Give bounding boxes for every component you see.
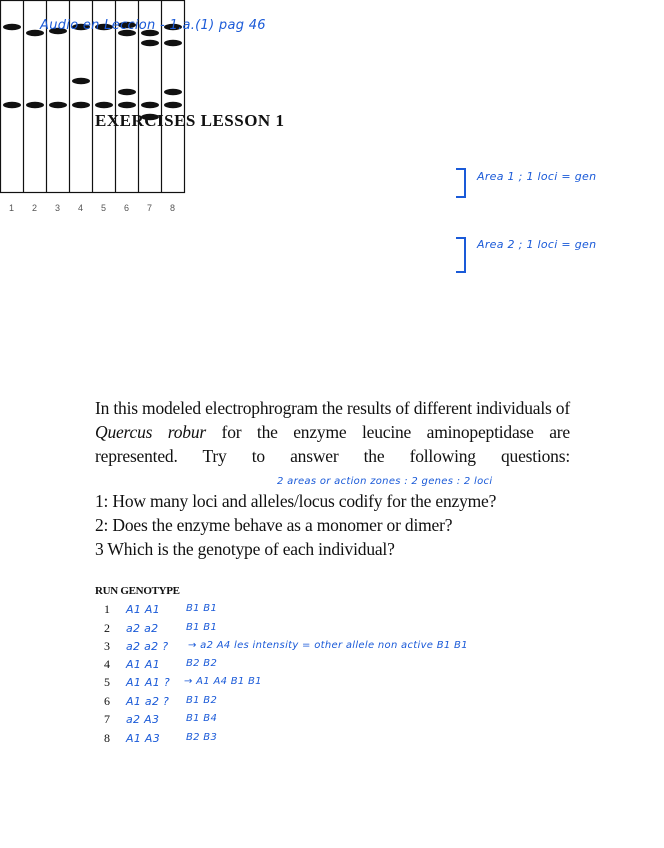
run-number: 4 xyxy=(104,657,110,671)
gel-band xyxy=(49,102,67,108)
gel-band xyxy=(164,40,182,46)
locus-a-genotype: A1 a2 ? xyxy=(126,695,170,708)
genotype-note: → a2 A4 les intensity = other allele non active B1 B1 xyxy=(188,640,468,651)
exercise-paragraph xyxy=(95,396,570,468)
locus-b-genotype: B1 B2 xyxy=(186,695,218,706)
run-number: 6 xyxy=(104,694,110,708)
gel-band xyxy=(95,102,113,108)
locus-a-genotype: a2 A3 xyxy=(126,713,160,726)
area-2-note: Area 2 ; 1 loci = gen xyxy=(477,238,597,251)
lane-label: 4 xyxy=(77,203,84,213)
gel-band xyxy=(141,40,159,46)
gel-band xyxy=(3,102,21,108)
locus-a-genotype: a2 a2 xyxy=(126,622,159,635)
paragraph-text-start: In this modeled electrophrogram the results of different individuals of xyxy=(95,398,570,418)
area-1-bracket xyxy=(456,168,466,198)
gel-band xyxy=(118,89,136,95)
run-number: 8 xyxy=(104,731,110,745)
locus-b-genotype: B2 B3 xyxy=(186,732,218,743)
gel-band xyxy=(164,102,182,108)
lane-label: 6 xyxy=(123,203,130,213)
lane-label: 2 xyxy=(31,203,38,213)
area-1-note: Area 1 ; 1 loci = gen xyxy=(477,170,597,183)
locus-b-genotype: B1 B1 xyxy=(186,622,218,633)
locus-b-genotype: B1 B4 xyxy=(186,713,218,724)
locus-b-genotype: B2 B2 xyxy=(186,658,218,669)
page-title: EXERCISES LESSON 1 xyxy=(95,111,285,130)
locus-b-genotype: B1 B1 xyxy=(186,603,218,614)
electrophoresis-gel xyxy=(0,0,190,220)
question-2: 2: Does the enzyme behave as a monomer or dimer? xyxy=(95,515,453,535)
paragraph-text-end: for the enzyme leucine aminopeptidase are represented. Try to answer the following questions: xyxy=(95,422,571,466)
lane-label: 3 xyxy=(54,203,61,213)
gel-band xyxy=(72,78,90,84)
gel-band xyxy=(118,102,136,108)
genotype-note: → A1 A4 B1 B1 xyxy=(184,676,262,687)
lane-label: 8 xyxy=(169,203,176,213)
locus-a-genotype: A1 A1 xyxy=(126,603,161,616)
gel-band xyxy=(164,89,182,95)
header-handwritten-note: Audio en Leccion - 1.a.(1) pag 46 xyxy=(40,18,266,33)
gel-band xyxy=(72,102,90,108)
species-name: Quercus robur xyxy=(95,422,207,442)
run-number: 2 xyxy=(104,621,110,635)
locus-a-genotype: A1 A1 xyxy=(126,658,161,671)
gel-band xyxy=(26,102,44,108)
lane-label: 5 xyxy=(100,203,107,213)
question-1: 1: How many loci and alleles/locus codify for the enzyme? xyxy=(95,491,497,511)
gel-band xyxy=(3,24,21,30)
gel-band xyxy=(141,102,159,108)
question-3: 3 Which is the genotype of each individual? xyxy=(95,539,395,559)
locus-a-genotype: A1 A1 ? xyxy=(126,676,170,689)
lane-label: 1 xyxy=(8,203,15,213)
area-2-bracket xyxy=(456,237,466,273)
run-number: 5 xyxy=(104,675,110,689)
loci-handwritten-note: 2 areas or action zones : 2 genes : 2 loci xyxy=(277,476,493,487)
locus-a-genotype: A1 A3 xyxy=(126,732,161,745)
run-number: 1 xyxy=(104,602,110,616)
run-number: 7 xyxy=(104,712,110,726)
genotype-table-header: RUN GENOTYPE xyxy=(95,585,180,597)
locus-a-genotype: a2 a2 ? xyxy=(126,640,169,653)
run-number: 3 xyxy=(104,639,110,653)
lane-label: 7 xyxy=(146,203,153,213)
